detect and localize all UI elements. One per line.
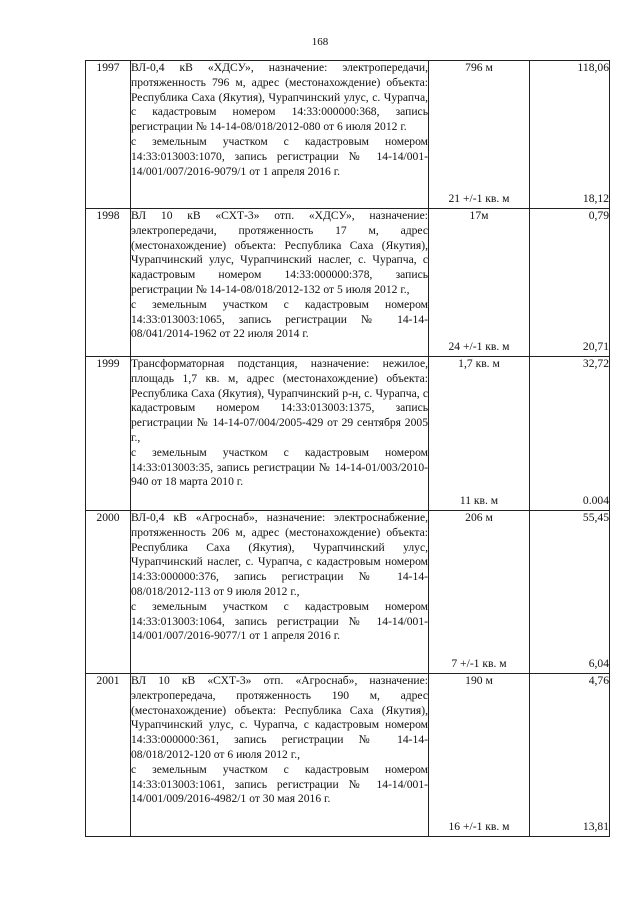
object-quantity: 796 м — [465, 61, 493, 74]
quantity-cell — [429, 61, 530, 209]
object-quantity: 1,7 кв. м — [458, 357, 500, 370]
object-value: 32,72 — [582, 357, 609, 370]
object-description-cell — [131, 357, 429, 511]
land-plot-description: с земельным участком с кадастровым номером 14:33:013003:1064, запись регистрации № 14-14/001-14/001/007/2016-9077/1 от 1 апреля 2016 г. — [131, 599, 428, 643]
object-value: 0,79 — [588, 209, 609, 222]
land-area: 11 кв. м — [459, 494, 499, 508]
land-value: 0.004 — [582, 494, 609, 508]
quantity-cell — [429, 511, 530, 674]
table-row — [86, 61, 610, 209]
land-value: 6,04 — [588, 657, 609, 671]
value-cell — [530, 674, 610, 837]
object-quantity: 206 м — [465, 511, 493, 524]
land-plot-description: с земельным участком с кадастровым номером 14:33:013003:35, запись регистрации № 14-14-01/003/2010-940 от 18 марта 2010 г. — [131, 445, 428, 489]
object-description: ВЛ 10 кВ «СХТ-3» отп. «Агроснаб», назначение: электропередача, протяженность 190 м, адрес (местонахождение) объекта: Республика Саха (Якутия), Чурапчинский улус, с. Чурапча, с кадастровым номером 14:33:000000:361, запись регистрации № 14-14-08/018/2012-120 от 6 июля 2012 г., — [131, 674, 428, 761]
land-plot-description: с земельным участком с кадастровым номером 14:33:013003:1065, запись регистрации № 14-14-08/041/2014-1962 от 22 июля 2014 г. — [131, 297, 428, 341]
land-area: 16 +/-1 кв. м — [448, 820, 510, 834]
table-row — [86, 511, 610, 674]
land-value: 13,81 — [582, 820, 609, 834]
value-cell — [530, 209, 610, 357]
object-description: ВЛ 10 кВ «СХТ-3» отп. «ХДСУ», назначение: электропередачи, протяженность 17 м, адрес (местонахождение) объекта: Республика Саха (Якутия), Чурапчинский улус, Чурапчинский наслег, с. Чурапча, с кадастровым номером 14:33:000000:378, запись регистрации № 14-14-08/018/2012-132 от 5 июля 2012 г., — [131, 209, 428, 296]
object-description: ВЛ-0,4 кВ «Агроснаб», назначение: электроснабжение, протяженность 206 м, адрес (местонахождение) объекта: Республика Саха (Якутия), Чурапчинский улус, Чурапчинский наслег, с. Чурапча, с кадастровым номером 14:33:000000:376, запись регистрации № 14-14-08/018/2012-113 от 9 июля 2012 г., — [131, 511, 428, 598]
object-description-cell — [131, 61, 429, 209]
land-area: 24 +/-1 кв. м — [448, 340, 510, 354]
object-description-cell — [131, 674, 429, 837]
table-row — [86, 674, 610, 837]
object-description: ВЛ-0,4 кВ «ХДСУ», назначение: электропередачи, протяженность 796 м, адрес (местонахождение) объекта: Республика Саха (Якутия), Чурапчинский улус, с. Чурапча, с кадастровым номером 14:33:000000:368, запись регистрации № 14-14-08/018/2012-080 от 6 июля 2012 г. — [131, 61, 428, 134]
registry-table-body — [86, 61, 610, 837]
quantity-cell — [429, 209, 530, 357]
object-description-cell — [131, 209, 429, 357]
quantity-cell — [429, 674, 530, 837]
object-description: Трансформаторная подстанция, назначение: нежилое, площадь 1,7 кв. м, адрес (местонахождение) объекта: Республика Саха (Якутия), Чурапчинский р-н, с. Чурапча, с кадастровым номером 14:33:013003:1375, запись регистрации № 14-14-07/004/2005-429 от 29 сентября 2005 г., — [131, 357, 428, 444]
object-value: 55,45 — [582, 511, 609, 524]
quantity-cell — [429, 357, 530, 511]
value-cell — [530, 357, 610, 511]
land-value: 18,12 — [582, 192, 609, 206]
object-value: 4,76 — [588, 674, 609, 687]
entry-number: 2000 — [86, 511, 131, 674]
entry-number: 1997 — [86, 61, 131, 209]
object-quantity: 190 м — [465, 674, 493, 687]
object-description-cell — [131, 511, 429, 674]
land-area: 7 +/-1 кв. м — [451, 657, 507, 671]
object-quantity: 17м — [469, 209, 489, 222]
land-value: 20,71 — [582, 340, 609, 354]
land-plot-description: с земельным участком с кадастровым номером 14:33:013003:1070, запись регистрации № 14-14/001-14/001/007/2016-9079/1 от 1 апреля 2016 г. — [131, 134, 428, 178]
table-row — [86, 357, 610, 511]
entry-number: 1998 — [86, 209, 131, 357]
property-registry-table — [85, 60, 610, 837]
entry-number: 1999 — [86, 357, 131, 511]
value-cell — [530, 61, 610, 209]
value-cell — [530, 511, 610, 674]
table-row — [86, 209, 610, 357]
page-number: 168 — [311, 36, 329, 48]
object-value: 118,06 — [577, 61, 609, 74]
land-plot-description: с земельным участком с кадастровым номером 14:33:013003:1061, запись регистрации № 14-14/001-14/001/009/2016-4982/1 от 30 мая 2016 г. — [131, 762, 428, 806]
entry-number: 2001 — [86, 674, 131, 837]
land-area: 21 +/-1 кв. м — [448, 192, 510, 206]
